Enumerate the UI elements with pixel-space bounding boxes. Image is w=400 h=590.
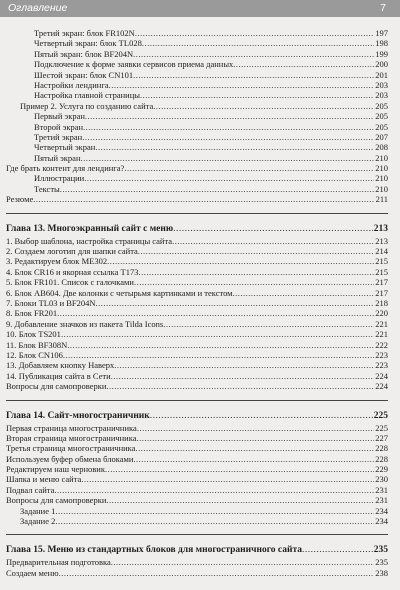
dot-leader [84, 173, 374, 183]
toc-entry [6, 90, 388, 100]
toc-entry-page: 208 [375, 142, 388, 153]
chapter-divider [6, 213, 388, 214]
chapter-heading [6, 544, 388, 556]
dot-leader [133, 70, 374, 80]
toc-entry-page: 213 [375, 235, 388, 246]
chapter-heading [6, 410, 388, 422]
dot-leader [137, 423, 374, 433]
toc-entry-title: 9. Добавление значков из пакета Tilda Icons [6, 318, 164, 329]
toc-entry-page: 234 [375, 516, 388, 527]
toc-entry-page: 231 [375, 495, 388, 506]
toc-entry-title: Настройки лендинга [34, 79, 109, 90]
toc-entry-page: 228 [375, 453, 388, 464]
toc-entry-page: 213 [373, 223, 388, 234]
chapter-divider [6, 534, 388, 535]
toc-entry-title: Третий экран [34, 131, 83, 142]
toc-entry-page: 217 [375, 277, 388, 288]
dot-leader [135, 443, 374, 453]
dot-leader [124, 163, 374, 173]
dot-leader [135, 28, 374, 38]
toc-entry-page: 199 [375, 48, 388, 59]
toc-entry-page: 200 [375, 59, 388, 70]
dot-leader [142, 38, 374, 48]
toc-entry-page: 238 [375, 567, 388, 578]
toc-entry [6, 70, 388, 80]
header-title: Оглавление [8, 2, 68, 14]
toc-entry-title: Подключение к форме заявки сервисов приема данных [34, 59, 234, 70]
toc-entry-title: 3. Редактируем блок ME302 [6, 256, 108, 267]
toc-entry-page: 224 [375, 381, 388, 392]
dot-leader [106, 495, 374, 505]
header-page-number: 7 [380, 2, 386, 14]
toc-entry-page: 225 [373, 410, 388, 421]
toc-entry [6, 122, 388, 132]
dot-leader [55, 516, 374, 526]
toc-entry-title: 13. Добавляем кнопку Наверх [6, 360, 115, 371]
toc-entry [6, 288, 388, 298]
toc-entry-title: Подвал сайта [6, 484, 55, 495]
toc-entry-title: Третья страница многостраничника [6, 443, 136, 454]
toc-entry-page: 214 [375, 246, 388, 257]
toc-entry-page: 210 [375, 173, 388, 184]
toc-entry [6, 329, 388, 339]
table-of-contents [6, 28, 388, 578]
dot-leader [163, 319, 374, 329]
dot-leader [302, 544, 373, 556]
toc-entry-title: Где брать контент для лендинга? [6, 163, 125, 174]
toc-entry-page: 224 [375, 370, 388, 381]
toc-entry-title: Редактируем наш черновик [6, 464, 105, 475]
toc-entry-title: 10. Блок TS201 [6, 329, 61, 340]
dot-leader [81, 153, 375, 163]
toc-entry-title: Шапка и меню сайта [6, 474, 82, 485]
toc-entry-title: 7. Блоки TL03 и BF204N [6, 297, 96, 308]
toc-entry-title: Второй экран [34, 121, 84, 132]
toc-entry [6, 308, 388, 318]
toc-entry-title: 4. Блок CR16 и якорная ссылка T173 [6, 266, 139, 277]
toc-entry-page: 229 [375, 464, 388, 475]
toc-entry [6, 454, 388, 464]
toc-entry [6, 38, 388, 48]
toc-entry [6, 371, 388, 381]
toc-entry [6, 423, 388, 433]
toc-entry-page: 231 [375, 484, 388, 495]
toc-entry [6, 485, 388, 495]
toc-entry-page: 205 [375, 121, 388, 132]
toc-entry-title: 1. Выбор шаблона, настройка страницы сайта [6, 235, 173, 246]
toc-entry [6, 464, 388, 474]
toc-entry [6, 557, 388, 567]
toc-entry-title: Первая страница многостраничника [6, 422, 137, 433]
dot-leader [81, 474, 374, 484]
dot-leader [95, 142, 374, 152]
toc-entry-page: 210 [375, 152, 388, 163]
toc-entry-title: Иллюстрации [34, 173, 85, 184]
toc-entry-title: Задание 2 [20, 516, 56, 527]
toc-entry-title: Пример 2. Услуга по созданию сайта [20, 100, 154, 111]
toc-entry-page: 218 [375, 297, 388, 308]
toc-entry-title: Глава 14. Сайт-многостраничник [6, 410, 150, 421]
toc-entry [6, 267, 388, 277]
toc-entry [6, 516, 388, 526]
toc-entry [6, 246, 388, 256]
toc-entry [6, 101, 388, 111]
toc-entry [6, 506, 388, 516]
toc-entry-page: 217 [375, 287, 388, 298]
toc-entry-page: 223 [375, 360, 388, 371]
toc-entry-title: 14. Публикация сайта в Сети [6, 370, 111, 381]
toc-entry-title: Задание 1 [20, 505, 56, 516]
dot-leader [33, 194, 374, 204]
toc-entry-page: 230 [375, 474, 388, 485]
toc-entry [6, 153, 388, 163]
toc-entry-page: 227 [375, 432, 388, 443]
toc-entry-page: 225 [375, 422, 388, 433]
toc-entry-page: 228 [375, 443, 388, 454]
chapter-heading [6, 223, 388, 235]
toc-entry-page: 205 [375, 100, 388, 111]
toc-entry-page: 203 [375, 90, 388, 101]
toc-entry-title: 12. Блок CN106 [6, 349, 63, 360]
dot-leader [150, 410, 373, 422]
toc-entry-title: Первый экран [34, 111, 85, 122]
toc-entry [6, 474, 388, 484]
toc-entry [6, 360, 388, 370]
toc-entry-title: Вопросы для самопроверки [6, 381, 107, 392]
toc-entry [6, 350, 388, 360]
toc-entry-page: 203 [375, 79, 388, 90]
toc-entry-title: Резюме [6, 194, 34, 205]
toc-entry-page: 220 [375, 308, 388, 319]
dot-leader [111, 557, 375, 567]
toc-entry [6, 28, 388, 38]
dot-leader [60, 184, 374, 194]
toc-entry-title: Пятый экран: блок BF204N [34, 48, 134, 59]
toc-entry [6, 173, 388, 183]
toc-entry [6, 59, 388, 69]
dot-leader [133, 49, 374, 59]
toc-entry [6, 49, 388, 59]
toc-entry-page: 207 [375, 131, 388, 142]
dot-leader [111, 371, 375, 381]
toc-entry-title: Создаем меню [6, 567, 59, 578]
dot-leader [172, 236, 374, 246]
dot-leader [54, 485, 374, 495]
toc-entry-title: Пятый экран [34, 152, 81, 163]
toc-entry-page: 234 [375, 505, 388, 516]
toc-entry [6, 568, 388, 578]
dot-leader [105, 464, 374, 474]
toc-entry-title: 11. Блок BF308N [6, 339, 68, 350]
toc-entry-page: 221 [375, 329, 388, 340]
toc-entry-title: Вторая страница многостраничника [6, 432, 137, 443]
toc-entry [6, 111, 388, 121]
toc-entry [6, 277, 388, 287]
toc-entry-page: 211 [375, 194, 388, 205]
dot-leader [106, 381, 374, 391]
chapter-divider [6, 400, 388, 401]
toc-entry-page: 235 [373, 545, 388, 556]
toc-entry [6, 381, 388, 391]
dot-leader [133, 454, 374, 464]
toc-entry-page: 215 [375, 266, 388, 277]
dot-leader [140, 90, 374, 100]
running-header [0, 0, 400, 17]
toc-entry-title: 5. Блок FR101. Список с галочками [6, 277, 134, 288]
toc-entry-title: Глава 15. Меню из стандартных блоков для многостраничного сайта [6, 545, 302, 556]
dot-leader [55, 506, 374, 516]
toc-entry [6, 298, 388, 308]
dot-leader [59, 568, 375, 578]
toc-entry-title: Тексты [34, 183, 60, 194]
toc-entry [6, 132, 388, 142]
toc-entry [6, 319, 388, 329]
dot-leader [57, 308, 374, 318]
toc-entry [6, 236, 388, 246]
toc-entry-title: 2. Создаем логотип для шапки сайта [6, 246, 138, 257]
dot-leader [82, 132, 374, 142]
toc-entry-title: Четвертый экран: блок TL028 [34, 38, 142, 49]
dot-leader [134, 277, 374, 287]
toc-entry-title: Настройка главной страницы [34, 90, 140, 101]
dot-leader [109, 80, 375, 90]
dot-leader [233, 59, 374, 69]
toc-entry [6, 495, 388, 505]
toc-entry-title: Глава 13. Многоэкранный сайт с меню [6, 223, 174, 234]
dot-leader [85, 111, 374, 121]
toc-entry [6, 80, 388, 90]
dot-leader [107, 256, 374, 266]
toc-entry [6, 184, 388, 194]
toc-entry-title: Четвертый экран [34, 142, 96, 153]
dot-leader [233, 288, 375, 298]
toc-entry-page: 221 [375, 318, 388, 329]
toc-entry-page: 198 [375, 38, 388, 49]
dot-leader [137, 433, 375, 443]
toc-entry [6, 194, 388, 204]
toc-entry-title: Предварительная подготовка [6, 557, 111, 568]
dot-leader [173, 223, 373, 235]
dot-leader [67, 340, 374, 350]
toc-entry-page: 222 [375, 339, 388, 350]
toc-entry [6, 443, 388, 453]
toc-entry [6, 163, 388, 173]
toc-entry-title: Вопросы для самопроверки [6, 495, 107, 506]
dot-leader [114, 360, 374, 370]
dot-leader [138, 267, 374, 277]
toc-entry-page: 197 [375, 28, 388, 38]
toc-entry [6, 142, 388, 152]
toc-entry-title: Третий экран: блок FR102N [34, 28, 135, 38]
toc-entry-title: Шестой экран: блок CN101 [34, 69, 134, 80]
dot-leader [83, 122, 374, 132]
toc-entry-title: 6. Блок AB604. Две колонки с четырьмя картинками и текстом [6, 287, 233, 298]
toc-entry-page: 201 [375, 69, 388, 80]
toc-entry-page: 215 [375, 256, 388, 267]
dot-leader [153, 101, 374, 111]
dot-leader [63, 350, 374, 360]
toc-entry [6, 340, 388, 350]
toc-entry-page: 205 [375, 111, 388, 122]
toc-entry-page: 223 [375, 349, 388, 360]
toc-entry [6, 433, 388, 443]
toc-entry-title: Используем буфер обмена блоками [6, 453, 134, 464]
dot-leader [96, 298, 375, 308]
toc-entry-page: 210 [375, 183, 388, 194]
dot-leader [61, 329, 374, 339]
toc-entry-title: 8. Блок FR201 [6, 308, 58, 319]
toc-entry-page: 235 [375, 557, 388, 568]
dot-leader [138, 246, 374, 256]
toc-entry [6, 256, 388, 266]
toc-entry-page: 210 [375, 163, 388, 174]
